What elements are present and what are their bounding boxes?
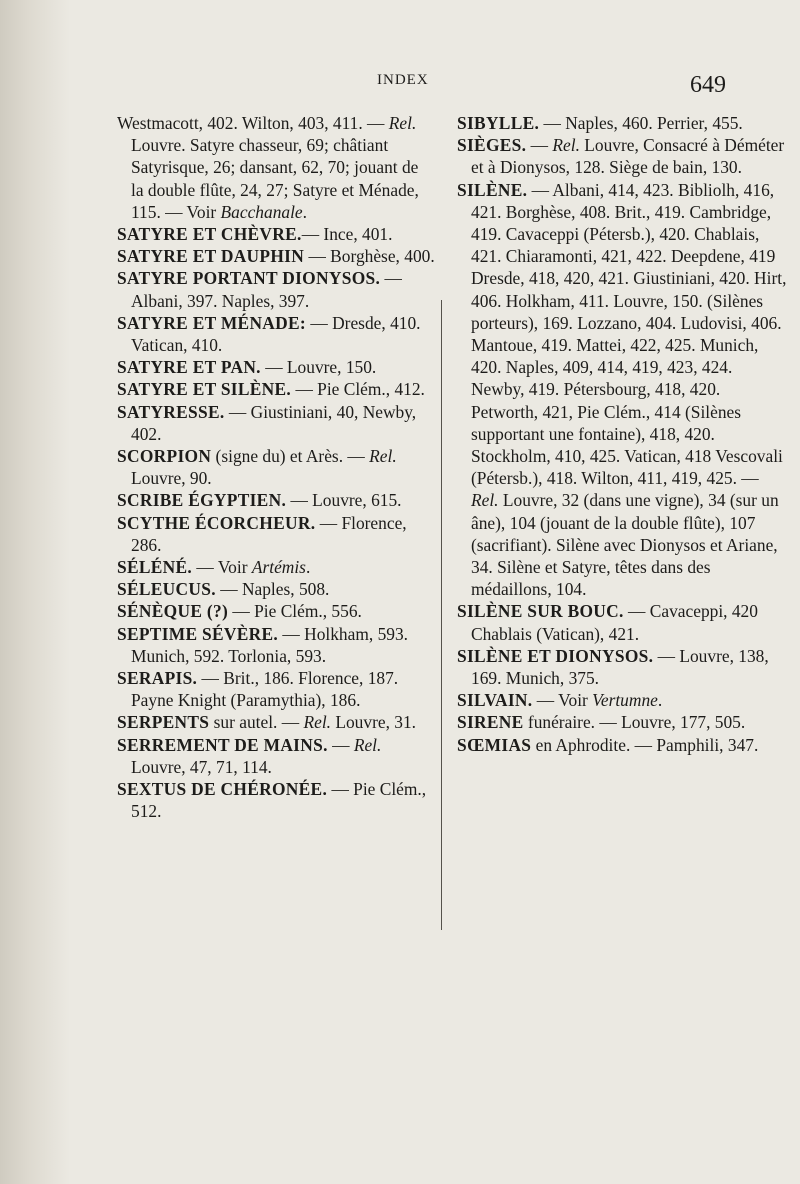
index-entry — [117, 623, 435, 667]
index-headword: SATYRESSE. — [117, 401, 225, 422]
index-headword: SILÈNE. — [457, 179, 528, 200]
index-text: — Voir — [192, 557, 252, 578]
index-text: . — [302, 201, 307, 222]
index-entry — [117, 312, 435, 356]
index-text: — Cavaceppi, 420 Chablais (Vatican), 421. — [471, 601, 758, 644]
index-headword: SÉLEUCUS. — [117, 579, 216, 600]
index-text: (signe du) et Arès. — — [211, 446, 370, 467]
index-headword: SILÈNE SUR BOUC. — [457, 601, 624, 622]
index-entry — [117, 401, 435, 445]
index-text: — — [327, 734, 354, 755]
index-text: — Albani, 397. Naples, 397. — [131, 268, 402, 311]
index-entry — [117, 734, 435, 778]
index-italic: Rel. — [552, 135, 580, 156]
index-entry — [117, 445, 435, 489]
index-text: en Aphrodite. — Pamphili, 347. — [531, 734, 759, 755]
index-text: — Pie Clém., 412. — [291, 379, 425, 400]
index-entry — [457, 711, 787, 733]
index-headword: SERPENTS — [117, 712, 210, 733]
index-headword: SEPTIME SÉVÈRE. — [117, 623, 279, 644]
page-edge-shadow — [0, 0, 70, 1184]
index-headword: SCYTHE ÉCORCHEUR. — [117, 512, 316, 533]
index-headword: SILÈNE ET DIONYSOS. — [457, 645, 654, 666]
index-text: Westmacott, 402. Wilton, 403, 411. — — [117, 113, 389, 133]
index-headword: SCRIBE ÉGYPTIEN. — [117, 490, 287, 511]
index-entry — [457, 179, 787, 601]
index-entry — [117, 512, 435, 556]
index-text: — Louvre, 138, 169. Munich, 375. — [471, 645, 769, 689]
index-entry — [457, 734, 787, 756]
index-text: — Brit., 186. Florence, 187. Payne Knight (Paramythia), 186. — [131, 668, 399, 711]
index-text: — Dresde, 410. Vatican, 410. — [131, 312, 421, 356]
index-text: — Borghèse, 400. — [304, 246, 435, 267]
index-entry — [117, 112, 435, 223]
index-text: — Giustiniani, 40, Newby, 402. — [131, 401, 417, 444]
index-italic: Rel. — [303, 712, 332, 733]
index-entry — [117, 267, 435, 311]
index-text: Louvre, 47, 71, 114. — [131, 756, 272, 777]
index-entry — [457, 112, 787, 134]
index-headword: SATYRE ET DAUPHIN — [117, 246, 305, 267]
index-text: sur autel. — — [209, 712, 304, 733]
index-italic: Rel. — [471, 490, 499, 511]
index-text: Louvre, 90. — [131, 468, 212, 489]
index-headword: SILVAIN. — [457, 690, 533, 711]
index-entry — [117, 556, 435, 578]
index-italic: Bacchanale — [220, 201, 303, 222]
index-entry — [117, 711, 435, 733]
index-text: — Voir — [532, 690, 593, 711]
index-entry — [457, 600, 787, 644]
index-italic: Rel. — [353, 734, 382, 755]
index-text: — Ince, 401. — [301, 224, 393, 245]
index-text: — Pie Clém., 512. — [131, 779, 427, 822]
index-column-right — [457, 112, 787, 756]
index-text: — Naples, 508. — [215, 579, 330, 600]
index-text: Louvre, 31. — [331, 712, 417, 733]
index-headword: SEXTUS DE CHÉRONÉE. — [117, 779, 328, 800]
index-headword: SÉNÈQUE (?) — [117, 601, 229, 622]
index-headword: SIÈGES. — [457, 135, 527, 156]
index-italic: Rel. — [369, 446, 397, 467]
index-headword: SŒMIAS — [457, 734, 532, 755]
index-entry — [117, 378, 435, 400]
index-text: — Louvre, 615. — [286, 490, 402, 511]
index-entry — [117, 245, 435, 267]
index-italic: Vertumne — [592, 690, 658, 711]
column-divider — [441, 300, 442, 930]
index-headword: SIRENE — [457, 712, 524, 733]
index-headword: SATYRE ET PAN. — [117, 357, 261, 378]
index-entry — [117, 356, 435, 378]
index-entry — [457, 689, 787, 711]
index-entry — [117, 778, 435, 822]
running-head: INDEX — [377, 72, 429, 88]
page-number: 649 — [690, 72, 726, 98]
index-entry — [117, 578, 435, 600]
index-entry — [117, 223, 435, 245]
index-headword: SÉLÉNÉ. — [117, 557, 193, 578]
index-text: — Florence, 286. — [131, 512, 407, 555]
index-entry — [457, 134, 787, 178]
index-text: — Pie Clém., 556. — [228, 601, 362, 622]
index-text: Louvre, Consacré à Déméter et à Dionysos, 128. Siège de bain, 130. — [471, 135, 785, 178]
index-headword: SATYRE PORTANT DIONYSOS. — [117, 268, 381, 289]
index-entry — [117, 489, 435, 511]
index-text: . — [305, 557, 311, 578]
index-text: — Holkham, 593. Munich, 592. Torlonia, 593. — [131, 623, 408, 666]
index-headword: SATYRE ET CHÈVRE. — [117, 224, 302, 245]
index-column-left — [117, 112, 435, 823]
index-headword: SATYRE ET SILÈNE. — [117, 379, 292, 400]
index-italic: Rel. — [388, 113, 417, 133]
index-text: — Louvre, 150. — [260, 357, 377, 378]
index-italic: Artémis — [251, 557, 306, 578]
index-text: funéraire. — Louvre, 177, 505. — [523, 712, 746, 733]
index-text: Louvre. Satyre chasseur, 69; châtiant Satyrisque, 26; dansant, 62, 70; jouant de la double flûte, 24, 27; Satyre et Ménade, 115. — Voir — [131, 135, 419, 222]
index-entry — [117, 600, 435, 622]
index-headword: SIBYLLE. — [457, 113, 540, 133]
index-text: Louvre, 32 (dans une vigne), 34 (sur un âne), 104 (jouant de la double flûte), 107 (sacrifiant). Silène avec Dionysos et Ariane, 34. Silène et Satyre, têtes dans des médaillons, 104. — [471, 490, 779, 600]
index-entry — [457, 645, 787, 689]
index-headword: SERAPIS. — [117, 668, 198, 689]
index-text: — Naples, 460. Perrier, 455. — [539, 113, 743, 133]
index-text: — — [526, 135, 553, 156]
index-text: . — [657, 690, 663, 711]
index-text: — Albani, 414, 423. Bibliolh, 416, 421. Borghèse, 408. Brit., 419. Cambridge, 419. Cavaceppi (Pétersb.), 420. Chablais, 421. Chiaramonti, 421, 422. Deepdene, 419 Dresde, 418, 420, 421. Giustiniani, 420. Hirt, 406. Holkham, 411. Louvre, 150. (Silènes porteurs), 169. Lozzano, 404. Ludovisi, 406. Mantoue, 419. Mattei, 422, 425. Munich, 420. Naples, 409, 414, 419, 423, 424. Newby, 419. Pétersbourg, 418, 420. Petworth, 421, Pie Clém., 414 (Silènes supportant une fontaine), 418, 420. Stockholm, 410, 425. Vatican, 418 Vescovali (Pétersb.), 418. Wilton, 411, 419, 425. — — [471, 179, 787, 489]
index-headword: SCORPION — [117, 446, 212, 467]
index-headword: SATYRE ET MÉNADE: — [117, 312, 307, 333]
index-entry — [117, 667, 435, 711]
index-headword: SERREMENT DE MAINS. — [117, 734, 328, 755]
